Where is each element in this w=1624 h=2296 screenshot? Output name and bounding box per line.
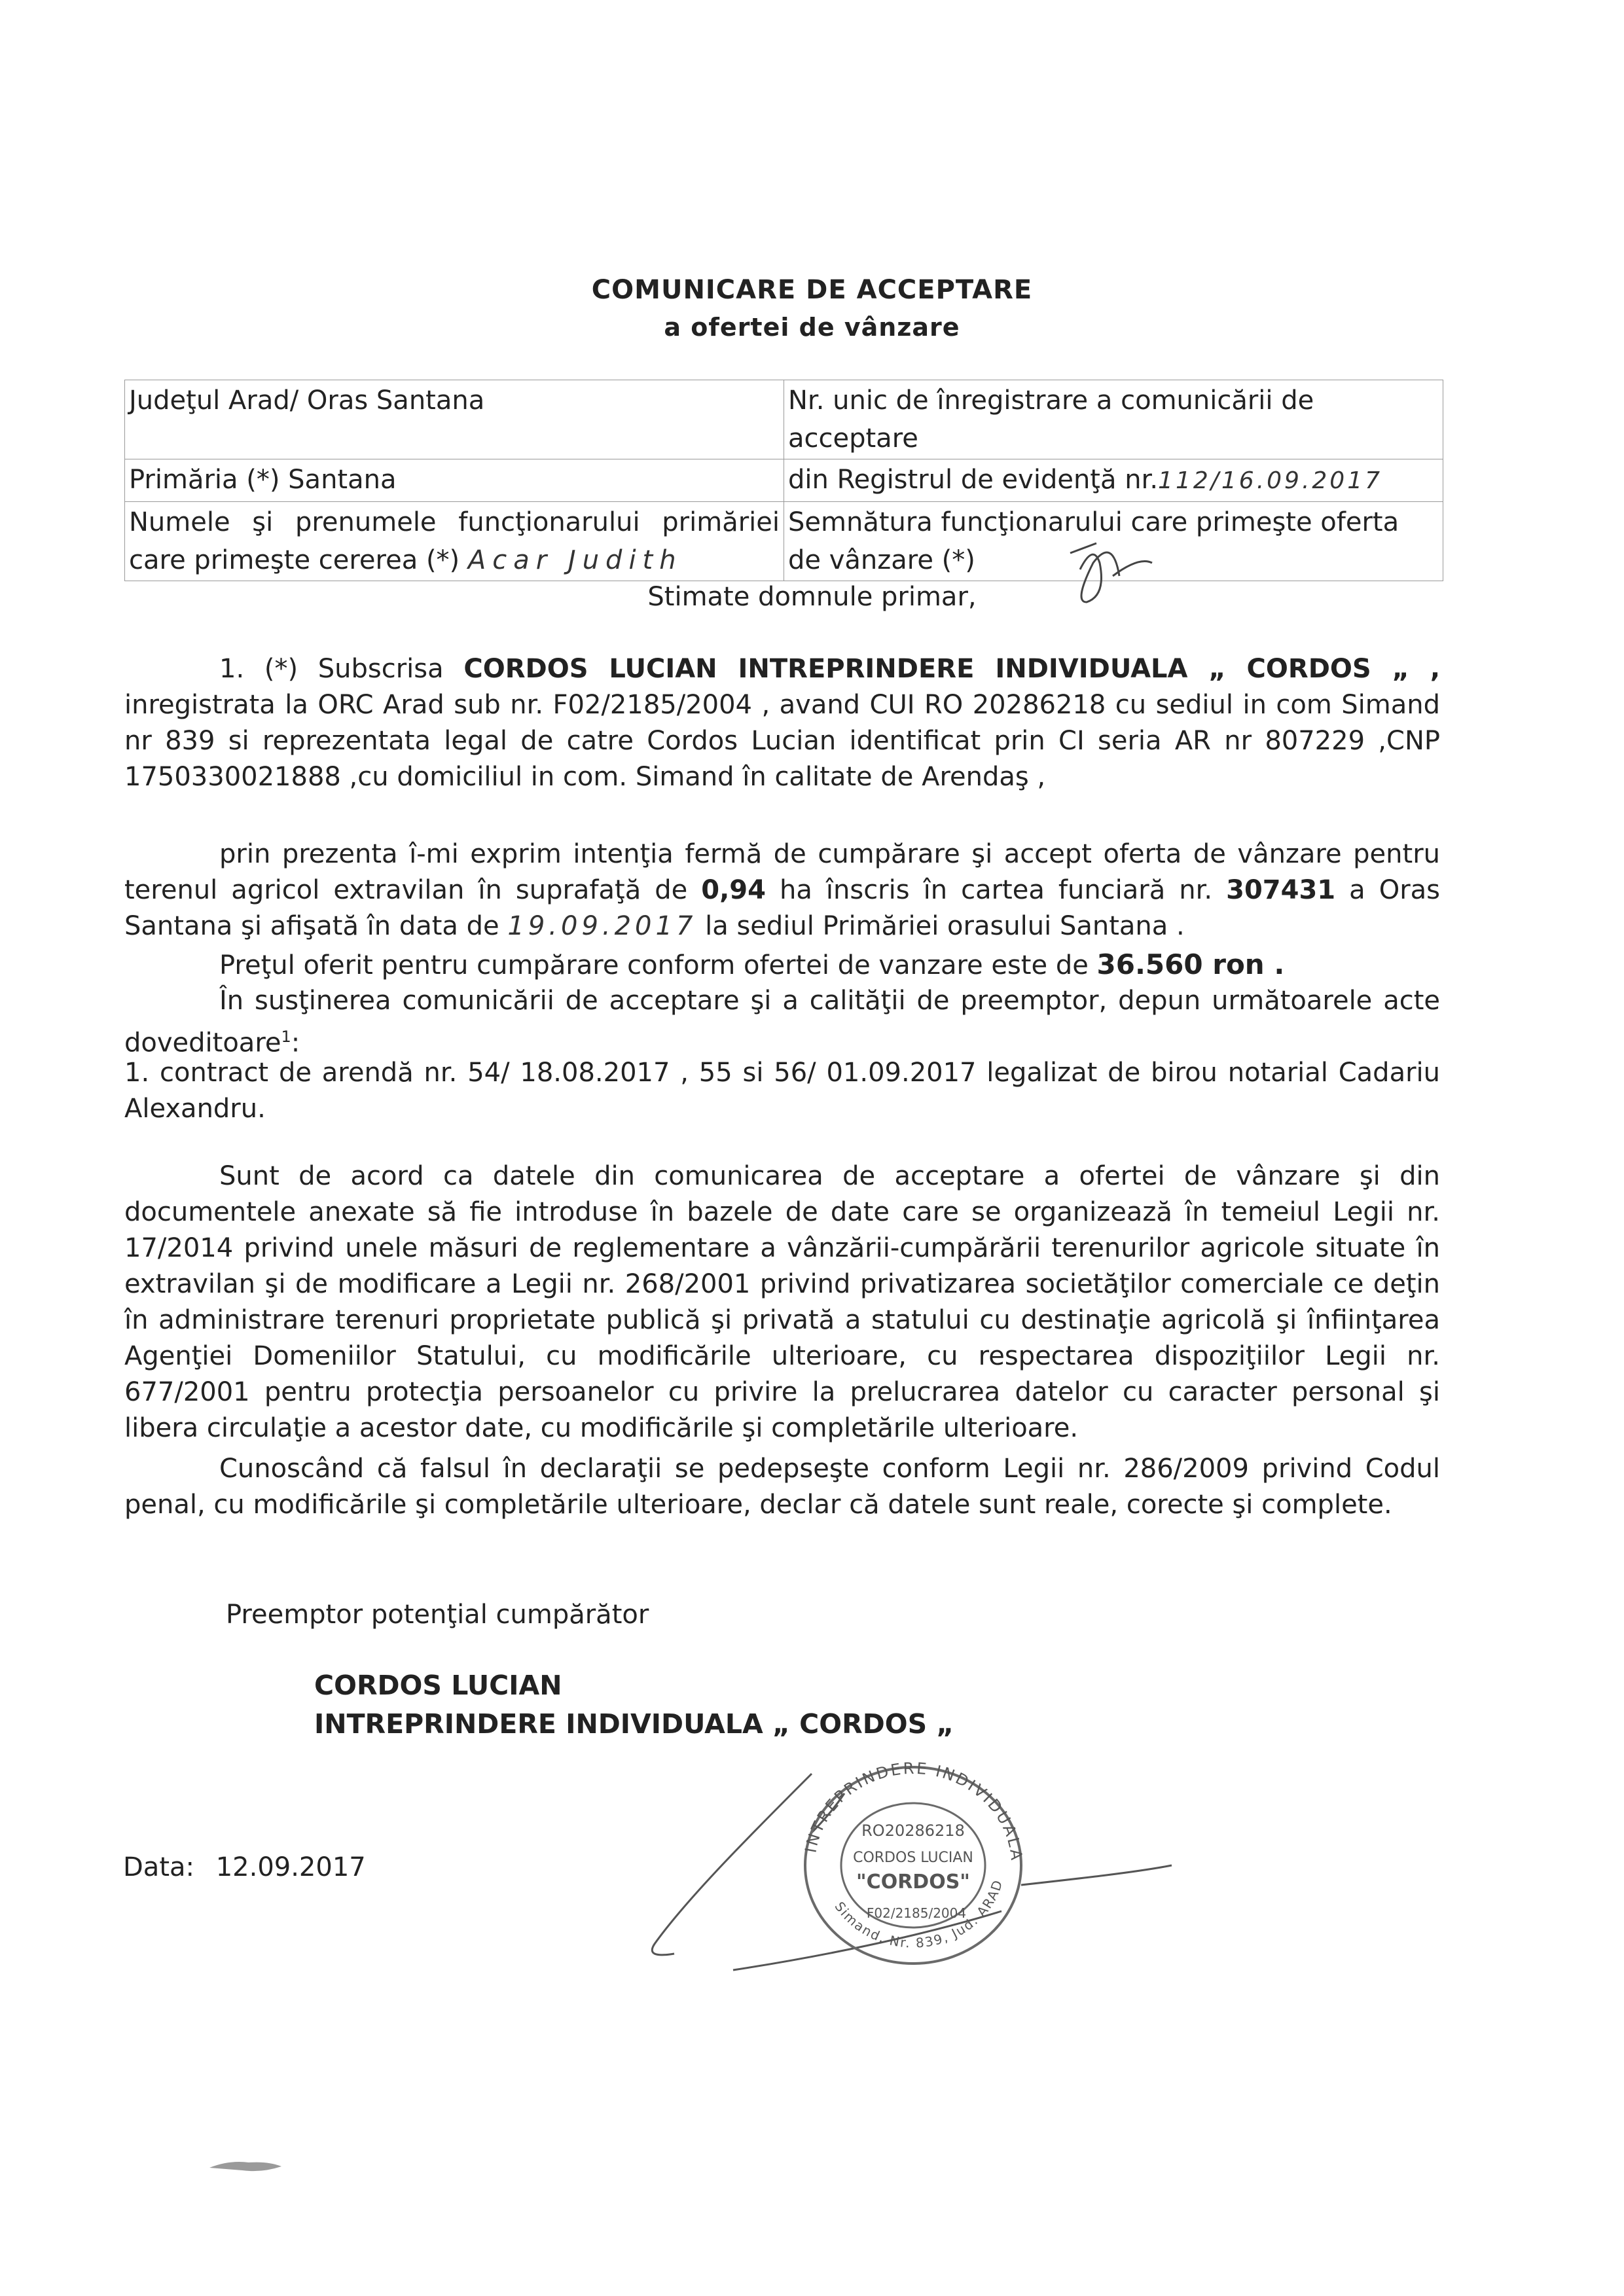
buyer-signature-icon bbox=[652, 1774, 1172, 1970]
paragraph-intent bbox=[124, 836, 1440, 944]
document-subtitle: a ofertei de vânzare bbox=[664, 313, 960, 342]
registry-number-handwritten: 112/16.09.2017 bbox=[1158, 467, 1383, 494]
intent-text-a: prin prezenta î-mi exprim intenţia fermă de cumpărare şi accept oferta de vânzare pentru terenul agricol extravilan în suprafaţă de bbox=[124, 839, 1440, 905]
signer-name-line2: INTREPRINDERE INDIVIDUALA „ CORDOS „ bbox=[314, 1708, 954, 1740]
paragraph-data-consent: Sunt de acord ca datele din comunicarea de acceptare a ofertei de vânzare şi din documentele anexate să fie introduse în bazele de date care se organizează în temeiul Legii nr. 17/2014 privind unele măsuri de reglementare a vânzării-cumpărării terenurilor agricole situate în extravilan şi de modificare a Legii nr. 268/2001 privind privatizarea societăţilor comerciale ce deţin în administrare terenuri proprietate publică şi privată a statului cu destinaţie agricolă şi înfiinţarea Agenţiei Domeniilor Statului, cu modificările ulterioare, cu respectarea dispoziţiilor Legii nr. 677/2001 pentru protecţia persoanelor cu privire la prelucrarea datelor cu caracter personal şi libera circulaţie a acestor date, cu modificările şi completările ulterioare. bbox=[124, 1161, 1440, 1443]
clerk-name-handwritten: Acar Judith bbox=[467, 545, 683, 575]
documents-intro-colon: : bbox=[291, 1028, 300, 1058]
registration-label-cell: Nr. unic de înregistrare a comunicării de acceptare bbox=[784, 380, 1443, 459]
documents-intro-text: În susţinerea comunicării de acceptare şi a calităţii de preemptor, depun următoarele acte doveditoare bbox=[124, 986, 1440, 1058]
svg-text:INTREPRINDERE INDIVIDUALA bbox=[802, 1759, 1026, 1863]
paragraph-documents-intro bbox=[124, 983, 1440, 1061]
stamp-reg: F02/2185/2004 bbox=[866, 1905, 967, 1921]
county-cell: Judeţul Arad/ Oras Santana bbox=[125, 380, 784, 459]
paragraph-applicant bbox=[124, 651, 1440, 795]
date-row bbox=[123, 1850, 366, 1886]
signer-name-line1: CORDOS LUCIAN bbox=[314, 1670, 562, 1701]
posting-date-handwritten: 19.09.2017 bbox=[507, 911, 697, 941]
registry-number-label: din Registrul de evidenţă nr. bbox=[788, 465, 1159, 495]
stamp-text bbox=[802, 1759, 1026, 1951]
land-register-number: 307431 bbox=[1226, 875, 1336, 905]
document-title: COMUNICARE DE ACCEPTARE bbox=[591, 275, 1033, 305]
applicant-prefix: 1. (*) Subscrisa bbox=[219, 654, 444, 684]
applicant-company: CORDOS LUCIAN INTREPRINDERE INDIVIDUALA „ CORDOS „ , bbox=[463, 654, 1441, 684]
signer-role: Preemptor potenţial cumpărător bbox=[226, 1600, 649, 1630]
intent-text-d: la sediul Primăriei orasului Santana . bbox=[705, 911, 1185, 941]
stamp-brand: "CORDOS" bbox=[856, 1871, 970, 1893]
price-text: Preţul oferit pentru cumpărare conform ofertei de vanzare este de bbox=[219, 950, 1089, 980]
svg-text:Simand, Nr. 839, Jud. ARAD bbox=[832, 1877, 1006, 1951]
paragraph-price bbox=[124, 946, 1440, 984]
stamp-name: CORDOS LUCIAN bbox=[853, 1850, 973, 1866]
stamp-cui: RO20286218 bbox=[861, 1821, 965, 1840]
stamp-address: Simand, Nr. 839, Jud. ARAD bbox=[831, 1877, 1006, 1951]
clerk-name-label: Numele şi prenumele funcţionarului primăriei care primeşte cererea (*) bbox=[129, 507, 780, 575]
city-hall-cell: Primăria (*) Santana bbox=[125, 459, 784, 502]
intent-text-c: a Oras Santana şi afişată în data de bbox=[124, 875, 1440, 941]
clerk-signature-cell bbox=[784, 502, 1443, 581]
applicant-details: inregistrata la ORC Arad sub nr. F02/2185/2004 , avand CUI RO 20286218 cu sediul in com Simand nr 839 si reprezentata legal de catre Cordos Lucian identificat prin CI seria AR nr 807229 ,CNP 1750330021888 ,cu domiciliul in com. Simand în calitate de Arendaş , bbox=[124, 690, 1440, 792]
salutation: Stimate domnule primar, bbox=[647, 582, 977, 612]
clerk-name-cell bbox=[125, 502, 784, 581]
clerk-signature-label: Semnătura funcţionarului care primeşte oferta de vânzare (*) bbox=[788, 507, 1399, 575]
stamp-outer-text: INTREPRINDERE INDIVIDUALA bbox=[801, 1759, 1026, 1863]
land-area: 0,94 bbox=[701, 875, 766, 905]
footnote-marker: 1 bbox=[281, 1028, 291, 1046]
company-stamp-icon bbox=[805, 1767, 1021, 1964]
ink-smudge-icon bbox=[209, 2162, 281, 2171]
paragraph-contract: 1. contract de arendă nr. 54/ 18.08.2017 , 55 si 56/ 01.09.2017 legalizat de birou notarial Cadariu Alexandru. bbox=[124, 1058, 1440, 1124]
offered-price: 36.560 ron . bbox=[1096, 948, 1285, 980]
date-label: Data: bbox=[123, 1852, 194, 1882]
paragraph-declaration: Cunoscând că falsul în declaraţii se pedepseşte conform Legii nr. 286/2009 privind Codul penal, cu modificările şi completările ulterioare, declar că datele sunt reale, corecte şi complete. bbox=[124, 1454, 1440, 1520]
registration-table bbox=[124, 380, 1443, 581]
intent-text-b: ha înscris în cartea funciară nr. bbox=[780, 875, 1213, 905]
date-value: 12.09.2017 bbox=[215, 1852, 366, 1882]
registry-number-cell bbox=[784, 459, 1443, 502]
